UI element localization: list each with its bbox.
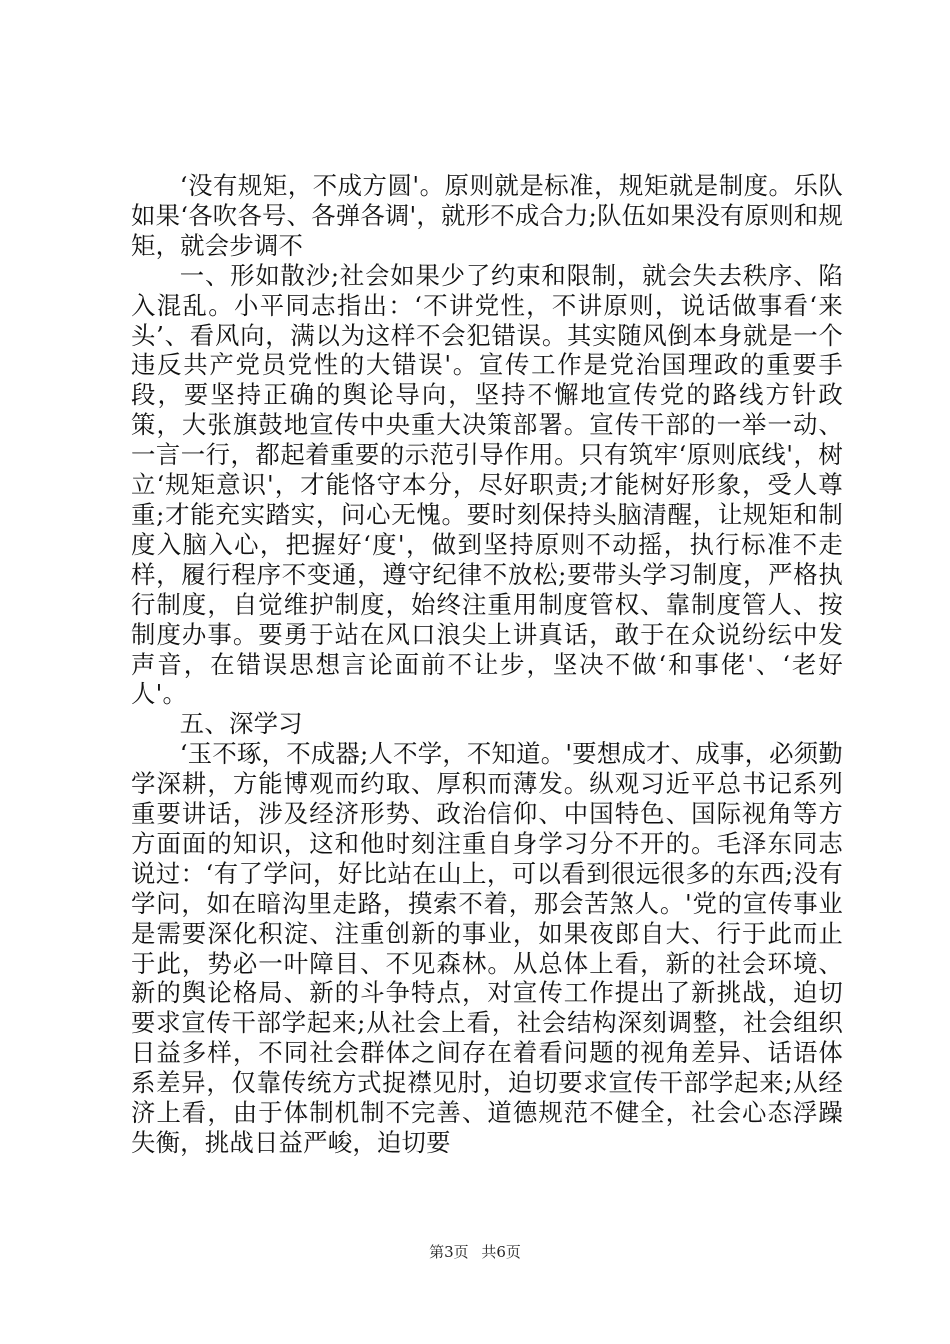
paragraph-discipline: 一、形如散沙;社会如果少了约束和限制，就会失去秩序、陷入混乱。小平同志指出：‘不讲党性，不讲原则，说话做事看‘来头’、看风向，满以为这样不会犯错误。其实随风倒本身就是一个违反共产党员党性的大错误'。宣传工作是党治国理政的重要手段，要坚持正确的舆论导向，坚持不懈地宣传党的路线方针政策，大张旗鼓地宣传中央重大决策部署。宣传干部的一举一动、一言一行，都起着重要的示范引导作用。只有筑牢‘原则底线'，树立‘规矩意识'，才能恪守本分，尽好职责;才能树好形象，受人尊重;才能充实踏实，问心无愧。要时刻保持头脑清醒，让规矩和制度入脑入心，把握好‘度'，做到坚持原则不动摇，执行标准不走样，履行程序不变通，遵守纪律不放松;要带头学习制度，严格执行制度，自觉维护制度，始终注重用制度管权、靠制度管人、按制度办事。要勇于站在风口浪尖上讲真话，敢于在众说纷纭中发声音，在错误思想言论面前不让步，坚决不做‘和事佬'、‘老好人'。 bbox=[131, 260, 843, 709]
section-heading-study: 五、深学习 bbox=[179, 709, 303, 739]
paragraph-rules: ‘没有规矩，不成方圆'。原则就是标准，规矩就是制度。乐队如果‘各吹各号、各弹各调'，就形不成合力;队伍如果没有原则和规矩，就会步调不 bbox=[131, 171, 843, 260]
paragraph-study: ‘玉不琢，不成器;人不学，不知道。'要想成才、成事，必须勤学深耕，方能博观而约取、厚积而薄发。纵观习近平总书记系列重要讲话，涉及经济形势、政治信仰、中国特色、国际视角等方方面面的知识，这和他时刻注重自身学习分不开的。毛泽东同志说过：‘有了学问，好比站在山上，可以看到很远很多的东西;没有学问，如在暗沟里走路，摸索不着，那会苦煞人。'党的宣传事业是需要深化积淀、注重创新的事业，如果夜郎自大、行于此而止于此，势必一叶障目、不见森林。从总体上看，新的社会环境、新的舆论格局、新的斗争特点，对宣传工作提出了新挑战，迫切要求宣传干部学起来;从社会上看，社会结构深刻调整，社会组织日益多样，不同社会群体之间存在着看问题的视角差异、话语体系差异，仅靠传统方式捉襟见肘，迫切要求宣传干部学起来;从经济上看，由于体制机制不完善、道德规范不健全，社会心态浮躁失衡，挑战日益严峻，迫切要 bbox=[131, 739, 843, 1157]
page-number: 第3页 bbox=[429, 1243, 469, 1261]
document-body bbox=[131, 171, 843, 1158]
page-total: 共6页 bbox=[481, 1243, 521, 1261]
page-footer bbox=[0, 1242, 950, 1262]
